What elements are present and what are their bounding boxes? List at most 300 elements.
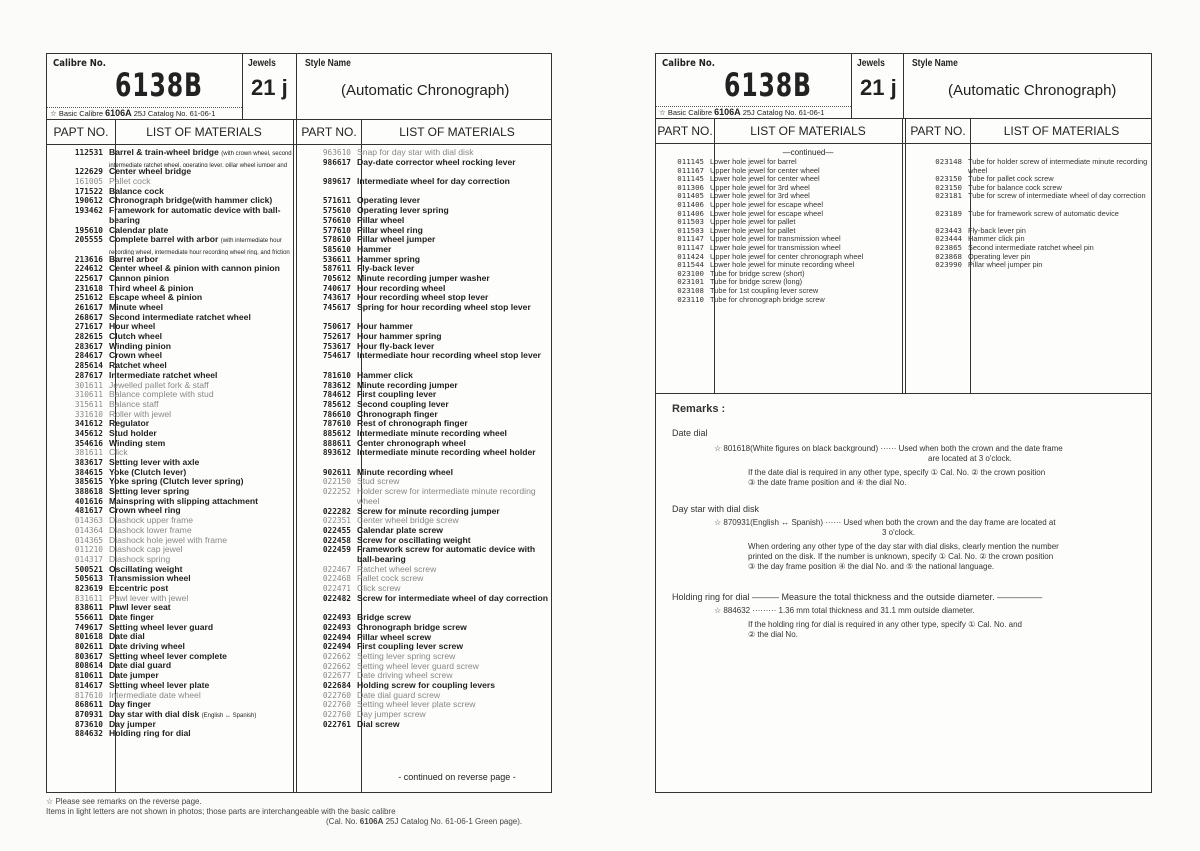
part-name (109, 148, 293, 167)
part-number: 505613 (74, 574, 103, 584)
parts-row (53, 584, 293, 594)
part-name (109, 342, 293, 352)
part-name (109, 448, 293, 458)
parts-row (53, 264, 293, 274)
part-number: 022467 (322, 564, 351, 574)
part-name-text: Center wheel bridge screw (357, 516, 459, 526)
part-name-text: Pallet cock (109, 177, 151, 187)
parts-row (53, 226, 293, 236)
parts-row (53, 429, 293, 439)
right-header (656, 54, 1151, 119)
part-number: 888611 (322, 438, 351, 448)
parts-row (53, 342, 293, 352)
left-parts-table (46, 53, 552, 793)
part-number: 022471 (322, 584, 351, 594)
part-name (357, 671, 551, 681)
parts-row (301, 158, 551, 177)
part-number: 011544 (677, 261, 704, 270)
left-parts-list-2 (301, 148, 551, 729)
part-number: 576610 (322, 215, 351, 225)
parts-row (301, 332, 551, 342)
part-name (109, 429, 293, 439)
basic-number: 6106A (714, 107, 741, 117)
part-number: 022282 (322, 506, 351, 516)
part-number: 011210 (74, 545, 103, 555)
part-name (357, 226, 551, 236)
part-name (968, 192, 1150, 209)
part-name (968, 158, 1150, 175)
part-name (710, 184, 904, 193)
part-name-text: Chronograph bridge screw (357, 622, 467, 632)
part-number: 808614 (74, 661, 103, 671)
part-number: 783612 (322, 380, 351, 390)
part-number: 022455 (322, 525, 351, 535)
parts-row (660, 287, 904, 296)
part-number: 023101 (677, 278, 704, 287)
part-number: 231618 (74, 283, 103, 293)
part-name-text: Hammer click (357, 370, 413, 380)
part-name-text: Minute recording wheel (357, 467, 453, 477)
part-name (109, 390, 293, 400)
part-number: 989617 (322, 177, 351, 187)
parts-row (660, 270, 904, 279)
part-name-text: Tube for 1st coupling lever screw (710, 286, 819, 295)
part-number: 787610 (322, 419, 351, 429)
list-header: LIST OF MATERIALS (750, 124, 866, 138)
part-name (357, 633, 551, 643)
part-name-text: Upper hole jewel for 3rd wheel (710, 183, 810, 192)
part-name-text: Ratchet wheel screw (357, 564, 437, 574)
part-number: 341612 (74, 419, 103, 429)
part-name (109, 468, 293, 478)
part-name-text: Diashock lower frame (109, 525, 192, 535)
part-name (710, 201, 904, 210)
part-name (357, 274, 551, 284)
part-name-text: Lower hole jewel for pallet (710, 226, 796, 235)
part-name (109, 497, 293, 507)
part-name-text: Tube for bridge screw (short) (710, 269, 805, 278)
part-number: 011424 (677, 252, 704, 261)
part-number: 401616 (74, 496, 103, 506)
part-name-text: Dial screw (357, 719, 400, 729)
part-name-text: Pillar wheel ring (357, 225, 423, 235)
part-name-text: Lower hole jewel for transmission wheel (710, 243, 841, 252)
part-number: 986617 (322, 157, 351, 167)
part-name (357, 468, 551, 478)
part-name-text: Center wheel bridge (109, 167, 192, 177)
part-name-text: Fly-back lever pin (968, 226, 1026, 235)
parts-row (53, 536, 293, 546)
parts-row (301, 439, 551, 449)
part-name (968, 253, 1150, 262)
parts-row (53, 351, 293, 361)
style-label: Style Name (305, 58, 351, 69)
parts-row (53, 400, 293, 410)
parts-row (301, 371, 551, 381)
part-name (357, 400, 551, 410)
part-name (357, 507, 551, 517)
part-no-header: PAPT NO. (53, 125, 109, 139)
part-name (357, 623, 551, 633)
parts-row (301, 545, 551, 564)
parts-row (918, 158, 1150, 175)
calibre-number: 6138B (724, 66, 812, 104)
part-number: 585610 (322, 244, 351, 254)
parts-row (53, 681, 293, 691)
part-number: 754617 (322, 351, 351, 361)
parts-row (660, 235, 904, 244)
parts-row (301, 487, 551, 506)
parts-row (301, 419, 551, 429)
part-name-text: Regulator (109, 419, 150, 429)
part-name (109, 671, 293, 681)
part-name-text: Minute wheel (109, 303, 163, 313)
parts-row (53, 274, 293, 284)
part-name-text: Operating lever pin (968, 252, 1031, 261)
part-name-text: Fly-back lever (357, 264, 415, 274)
part-number: 345612 (74, 428, 103, 438)
part-name (357, 448, 551, 467)
part-name-text: Second intermediate ratchet wheel pin (968, 243, 1094, 252)
part-name (357, 419, 551, 429)
part-no-header-2: PART NO. (301, 125, 357, 139)
part-name (109, 313, 293, 323)
part-name (357, 158, 551, 177)
part-name-text: Tube for screw of intermediate wheel of day correction (968, 192, 1146, 201)
part-name-text: Setting lever with axle (109, 458, 200, 468)
part-number: 022252 (322, 487, 351, 497)
part-name-text: Transmission wheel (109, 574, 191, 584)
part-number: 022458 (322, 535, 351, 545)
parts-row (53, 235, 293, 254)
part-number: 251612 (74, 293, 103, 303)
part-number: 384615 (74, 467, 103, 477)
part-number: 870931 (74, 709, 103, 719)
parts-row (301, 351, 551, 370)
part-name-text: Date dial (109, 632, 145, 642)
parts-row (301, 662, 551, 672)
part-name-text: Pillar wheel jumper pin (968, 261, 1043, 270)
part-name-text: Upper hole jewel for center wheel (710, 166, 820, 175)
part-number: 022760 (322, 710, 351, 719)
parts-row (53, 565, 293, 575)
part-name-text: Hammer (357, 244, 392, 254)
part-number: 803617 (74, 651, 103, 661)
part-name (357, 303, 551, 322)
parts-row (53, 603, 293, 613)
part-number: 190612 (74, 196, 103, 206)
part-number: 500521 (74, 564, 103, 574)
part-name-text: Hour fly-back lever (357, 341, 435, 351)
parts-row (301, 293, 551, 303)
parts-row (53, 671, 293, 681)
parts-row (53, 729, 293, 739)
part-number: 261617 (74, 303, 103, 313)
part-number: 577610 (322, 225, 351, 235)
parts-row (660, 227, 904, 236)
parts-row (918, 227, 1150, 236)
parts-row (301, 400, 551, 410)
part-number: 022662 (322, 651, 351, 661)
double-divider (293, 120, 297, 792)
parts-row (301, 477, 551, 487)
part-number: 011503 (677, 226, 704, 235)
part-name-text: Tube for pallet cock screw (968, 175, 1054, 184)
part-name-text: Click screw (357, 584, 401, 594)
part-name (357, 351, 551, 370)
parts-row (53, 371, 293, 381)
part-name (357, 148, 551, 158)
part-number: 301611 (74, 380, 103, 390)
part-name (710, 270, 904, 279)
part-name (357, 410, 551, 420)
part-note: (with intermediate hour recording wheel, intermediate hour recording wheel ring, and friction (109, 238, 290, 255)
part-number: 023444 (935, 235, 962, 244)
part-name-text: Bridge screw (357, 613, 411, 623)
part-number: 011147 (677, 243, 704, 252)
part-name (357, 381, 551, 391)
part-name-text: Framework screw for automatic device with ball-bearing (357, 545, 536, 564)
part-name-text: Holding screw for coupling levers (357, 680, 496, 690)
part-name (109, 720, 293, 730)
part-number: 283617 (74, 341, 103, 351)
part-name-text: Lower hole jewel for center wheel (710, 175, 820, 184)
part-name-text: Hour recording wheel (357, 283, 446, 293)
part-name (968, 227, 1150, 236)
remarks-title: Remarks : (672, 403, 726, 415)
parts-row (660, 184, 904, 193)
part-name (357, 322, 551, 332)
parts-row (301, 565, 551, 575)
list-header: LIST OF MATERIALS (146, 125, 262, 139)
parts-row (53, 468, 293, 478)
part-name (109, 381, 293, 391)
part-name-text: Setting wheel lever plate screw (357, 700, 476, 710)
part-number: 385615 (74, 477, 103, 487)
day-star-line-4: printed on the disk. If the number is unknown, specify ① Cal. No. ② the crown position (748, 552, 1054, 561)
day-star-line-5: ③ the day frame position ④ the dial No. and ⑤ the national language. (748, 562, 995, 571)
part-name-text: Hammer click pin (968, 235, 1025, 244)
part-name-text: Holder screw for intermediate minute recording wheel (357, 487, 536, 506)
part-name-text: Setting wheel lever complete (109, 651, 227, 661)
day-star-line-1: ☆ 870931(English ↔ Spanish) ······ Used when both the crown and the day frame are located at (714, 518, 1056, 527)
part-number: 831611 (74, 593, 103, 603)
parts-row (53, 284, 293, 294)
part-number: 022150 (322, 477, 351, 487)
part-number: 011145 (677, 158, 704, 166)
part-name (109, 274, 293, 284)
parts-row (301, 681, 551, 691)
jewels-label: Jewels (857, 58, 885, 69)
part-name (710, 218, 904, 227)
part-number: 282615 (74, 332, 103, 342)
part-name-text: Winding pinion (109, 341, 171, 351)
part-name-text: Oscillating weight (109, 564, 183, 574)
parts-row (918, 235, 1150, 244)
part-name (357, 342, 551, 352)
part-name (109, 303, 293, 313)
parts-row (918, 210, 1150, 227)
part-name-text: Hour hammer spring (357, 332, 442, 342)
part-name (710, 296, 904, 305)
parts-row (53, 381, 293, 391)
part-name-text: Pillar wheel (357, 215, 405, 225)
part-name (109, 584, 293, 594)
part-name-text: Rest of chronograph finger (357, 419, 468, 429)
part-name (357, 439, 551, 449)
calibre-cell (47, 54, 243, 119)
part-number: 575610 (322, 206, 351, 216)
part-name (710, 261, 904, 270)
part-number: 023181 (935, 192, 962, 201)
parts-row (918, 261, 1150, 270)
part-number: 023189 (935, 209, 962, 218)
part-name (109, 700, 293, 710)
list-header-2: LIST OF MATERIALS (399, 125, 515, 139)
parts-row (53, 632, 293, 642)
part-number: 022760 (322, 690, 351, 700)
basic-calibre-note: ☆ Basic Calibre 6106A 25J Catalog No. 61-06-1 (47, 107, 242, 119)
part-name (109, 661, 293, 671)
part-number: 823619 (74, 583, 103, 593)
part-number: 781610 (322, 370, 351, 380)
part-name (357, 371, 551, 381)
part-number: 014365 (74, 535, 103, 545)
parts-row (53, 303, 293, 313)
part-number: 749617 (74, 622, 103, 632)
part-name-text: Escape wheel & pinion (109, 293, 203, 303)
parts-row (301, 148, 551, 158)
parts-row (53, 506, 293, 516)
part-name (109, 332, 293, 342)
part-name-text: Intermediate wheel for day correction (357, 177, 510, 187)
part-name-text: Date dial guard screw (357, 690, 441, 700)
footer-line-3-number: 6106A (359, 817, 384, 826)
parts-row (660, 296, 904, 305)
parts-row (53, 196, 293, 206)
part-number: 802611 (74, 642, 103, 652)
part-number: 814617 (74, 680, 103, 690)
holding-ring-line-3: ② the dial No. (748, 630, 798, 639)
part-name-text: Calendar plate screw (357, 525, 443, 535)
part-name (357, 710, 551, 720)
part-number: 022482 (322, 593, 351, 603)
part-name (357, 681, 551, 691)
calibre-label: Calibre No. (53, 58, 106, 69)
parts-row (918, 253, 1150, 262)
part-number: 022662 (322, 661, 351, 671)
part-name-text: Date finger (109, 613, 154, 623)
part-name-text: Date driving wheel screw (357, 671, 453, 681)
part-name-text: Screw for oscillating weight (357, 535, 471, 545)
part-name (357, 613, 551, 623)
part-name (109, 477, 293, 487)
parts-row (53, 448, 293, 458)
basic-prefix: Basic Calibre (58, 109, 103, 118)
holding-ring-line-2: If the holding ring for dial is required in any other type, specify ① Cal. No. and (748, 620, 1022, 629)
part-name (109, 487, 293, 497)
parts-row (660, 278, 904, 287)
part-number: 786610 (322, 409, 351, 419)
right-continued: —continued— (782, 148, 834, 157)
part-name (710, 253, 904, 262)
part-number: 873610 (74, 719, 103, 729)
footer-line-3-suffix: 25J Catalog No. 61-06-1 Green page). (385, 817, 523, 826)
part-name (109, 293, 293, 303)
part-name (109, 351, 293, 361)
parts-row (301, 381, 551, 391)
part-name (357, 264, 551, 274)
parts-row (301, 410, 551, 420)
part-name (357, 700, 551, 710)
part-name (109, 506, 293, 516)
part-name-text: First coupling lever screw (357, 642, 464, 652)
parts-row (301, 613, 551, 623)
part-name-text: Intermediate ratchet wheel (109, 370, 218, 380)
parts-row (301, 303, 551, 322)
parts-row (301, 235, 551, 245)
day-star-heading: Day star with dial disk (672, 504, 760, 514)
right-parts-list-2 (918, 158, 1150, 270)
basic-suffix: 25J Catalog No. 61-06-1 (742, 108, 825, 117)
calibre-cell (656, 54, 852, 118)
part-name-text: Yoke spring (Clutch lever spring) (109, 477, 244, 487)
part-name-text: Yoke (Clutch lever) (109, 467, 187, 477)
part-name-text: Roller with jewel (109, 409, 172, 419)
part-name-text: First coupling lever (357, 390, 437, 400)
part-name (357, 720, 551, 730)
part-number: 745617 (322, 303, 351, 313)
parts-row (301, 642, 551, 652)
part-name (109, 167, 293, 177)
part-name-text: Date dial guard (109, 661, 172, 671)
part-name (357, 293, 551, 303)
part-name-text: Balance staff (109, 399, 159, 409)
part-name (357, 284, 551, 294)
part-name-text: Upper hole jewel for escape wheel (710, 200, 823, 209)
part-name (968, 175, 1150, 184)
parts-row (301, 342, 551, 352)
parts-row (301, 633, 551, 643)
part-number: 161005 (74, 177, 103, 187)
part-name (109, 458, 293, 468)
calibre-label: Calibre No. (662, 58, 715, 69)
part-name-text: Operating lever spring (357, 206, 449, 216)
part-number: 023110 (677, 295, 704, 304)
parts-row (301, 652, 551, 662)
part-number: 750617 (322, 322, 351, 332)
part-name (710, 227, 904, 236)
part-note: (English ↔ Spanish) (201, 712, 257, 719)
part-number: 801618 (74, 632, 103, 642)
list-header-2: LIST OF MATERIALS (1003, 124, 1120, 138)
part-name-text: Hour wheel (109, 322, 156, 332)
part-name-text: Hour hammer (357, 322, 413, 332)
part-number: 838611 (74, 603, 103, 613)
part-name-text: Clutch wheel (109, 332, 163, 342)
part-number: 381611 (74, 448, 103, 458)
part-name (109, 729, 293, 739)
style-cell (297, 54, 551, 119)
parts-row (301, 390, 551, 400)
parts-row (53, 613, 293, 623)
part-name-text: Tube for balance cock screw (968, 183, 1062, 192)
parts-row (53, 332, 293, 342)
parts-row (301, 584, 551, 594)
part-name (357, 477, 551, 487)
part-number: 022761 (322, 719, 351, 729)
part-name-text: Day-date corrector wheel rocking lever (357, 157, 516, 167)
